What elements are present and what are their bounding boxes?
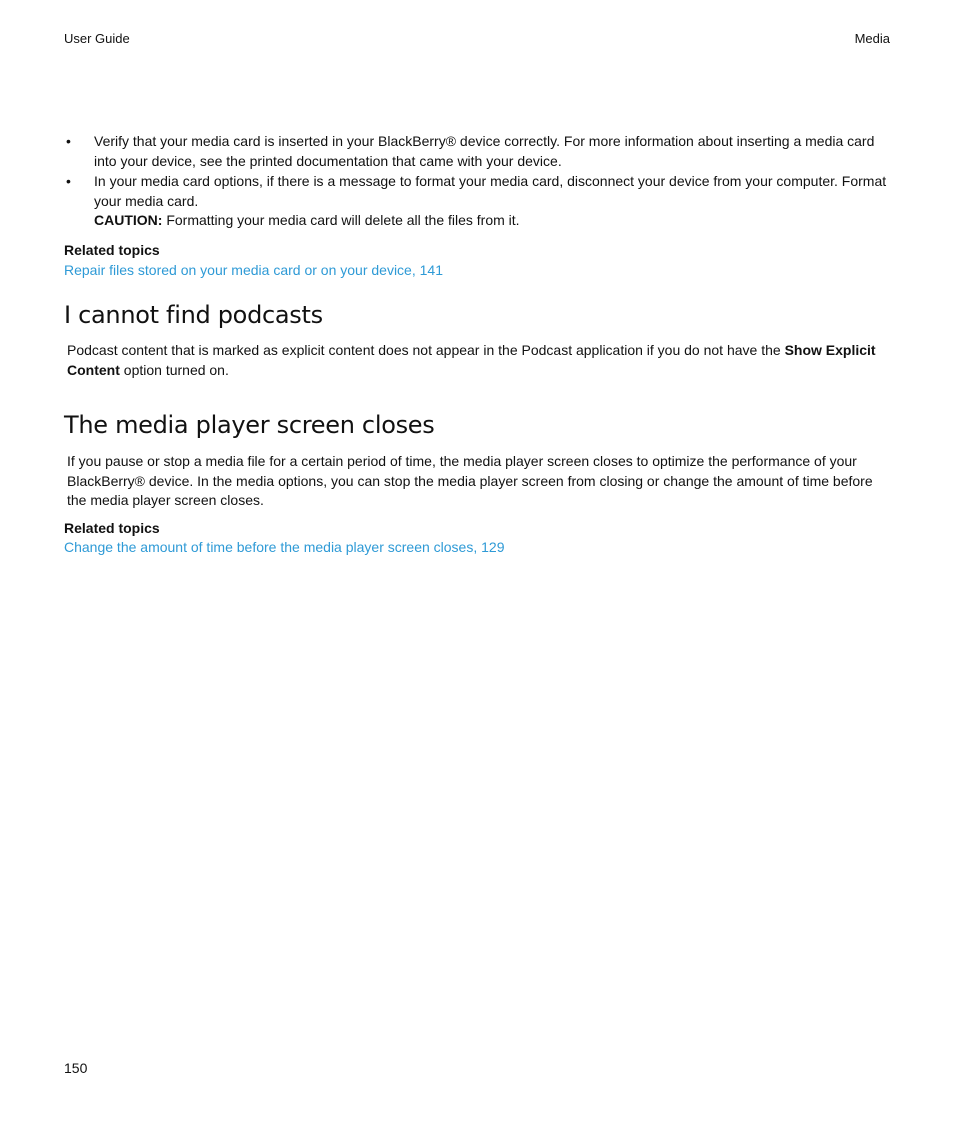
option-name: Show Explicit Content xyxy=(67,342,876,378)
related-topic-link[interactable]: Repair files stored on your media card or on your device, 141 xyxy=(64,262,443,278)
caution-text: Formatting your media card will delete all the files from it. xyxy=(162,212,520,228)
bullet-text: In your media card options, if there is a message to format your media card, disconnect your device from your computer. Format your media card. xyxy=(94,173,887,209)
page-number: 150 xyxy=(64,1060,88,1076)
list-item xyxy=(64,172,890,231)
bullet-text: Verify that your media card is inserted in your BlackBerry® device correctly. For more information about inserting a media card into your device, see the printed documentation that came with your device. xyxy=(94,133,875,169)
section-paragraph: If you pause or stop a media file for a certain period of time, the media player screen closes to optimize the performance of your BlackBerry® device. In the media options, you can stop the media player screen from closing or change the amount of time before the media player screen closes. xyxy=(67,453,873,508)
caution-label: CAUTION: xyxy=(94,212,163,228)
related-topics-heading: Related topics xyxy=(64,242,160,258)
section-paragraph xyxy=(67,341,877,380)
list-item xyxy=(64,132,890,171)
paragraph-text: Podcast content that is marked as explicit content does not appear in the Podcast application if you do not have the xyxy=(67,342,785,358)
bullet-list xyxy=(64,132,890,232)
bullet-icon: • xyxy=(66,173,71,189)
paragraph-text: option turned on. xyxy=(119,361,229,378)
header-section-title: Media xyxy=(854,31,890,46)
bullet-icon: • xyxy=(66,133,71,149)
section-title: The media player screen closes xyxy=(64,411,435,439)
section-title: I cannot find podcasts xyxy=(64,301,323,329)
related-topics-heading: Related topics xyxy=(64,520,160,536)
related-topic-link[interactable]: Change the amount of time before the media player screen closes, 129 xyxy=(64,539,505,555)
header-guide-title: User Guide xyxy=(64,31,130,46)
caution-note xyxy=(94,211,890,231)
